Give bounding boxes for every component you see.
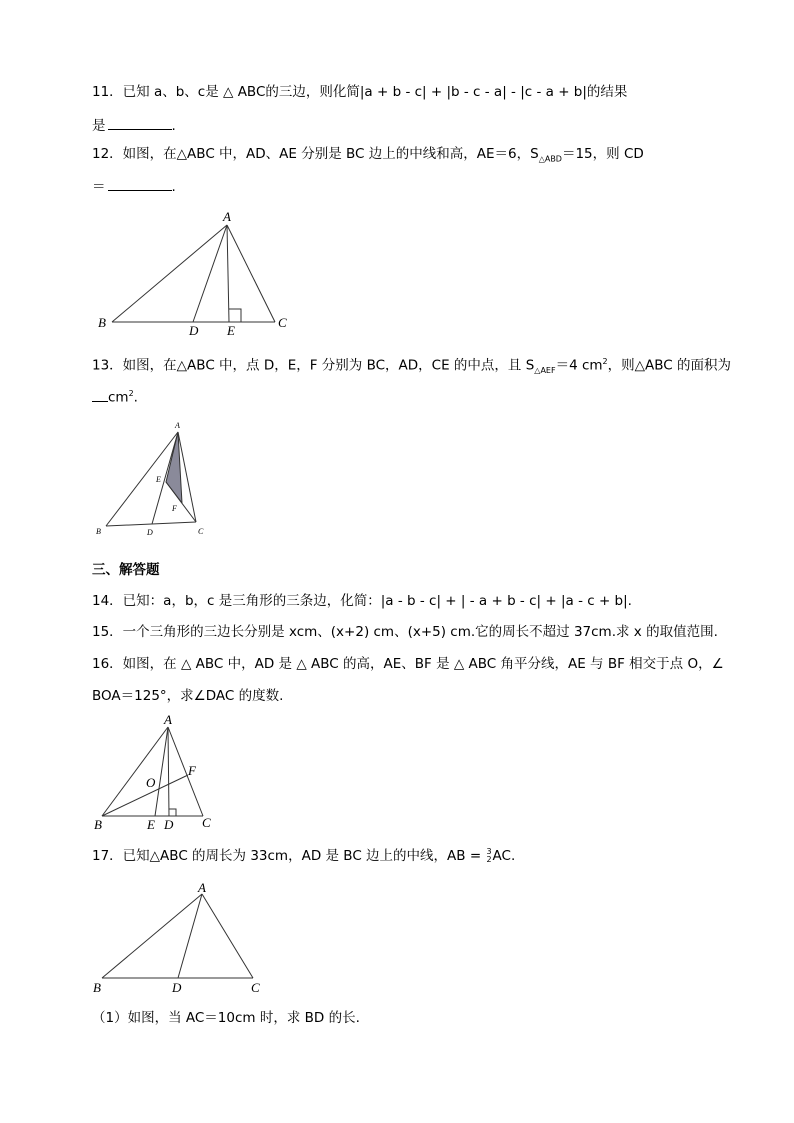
q17-line1-b: AC. [492, 848, 516, 864]
q16-segment-ad [168, 727, 169, 816]
answer-blank [108, 176, 172, 191]
q13-line2-b: . [133, 389, 138, 406]
q13-label-a: A [175, 421, 180, 430]
q15: 15．一个三角形的三边长分别是 xcm、(x+2) cm、(x+5) cm.它的周长不超过 37cm.求 x 的取值范围. [92, 624, 718, 640]
q17-label-b: B [93, 980, 101, 995]
q17-line1 [92, 846, 515, 866]
q13-line2 [92, 384, 138, 408]
q12-line1-sub: △ABD [538, 154, 562, 164]
q16-segment-bf [102, 775, 188, 816]
q16-figure [92, 712, 222, 837]
q17-sub1: （1）如图，当 AC＝10cm 时，求 BD 的长. [92, 1010, 360, 1026]
right-angle-mark [229, 309, 241, 322]
q16-label-f: F [188, 763, 196, 778]
q12-line1-b: ＝15，则 CD [561, 146, 644, 162]
q16-label-e: E [147, 817, 155, 832]
q12-line1-a: 12．如图，在△ABC 中，AD、AE 分别是 BC 边上的中线和高，AE＝6，S [92, 146, 539, 162]
q16-label-a: A [164, 712, 172, 727]
q17-segment-ac [202, 894, 253, 978]
q12-figure [90, 205, 300, 338]
q17-segment-ab [102, 894, 202, 978]
q13-line1 [92, 352, 731, 381]
q13-line1-sub: △AEF [534, 366, 556, 376]
fraction-denominator: 2 [486, 855, 492, 864]
q16-label-b: B [94, 817, 102, 832]
q14: 14．已知：a，b，c 是三角形的三条边，化简：|a - b - c| + | - a + b - c| + |a - c + b|. [92, 593, 632, 609]
q13-label-d: D [147, 528, 153, 537]
q12-line2-prefix: ＝ [92, 179, 106, 195]
q13-label-e: E [156, 475, 161, 484]
q13-segment-bc [106, 522, 196, 526]
q16-segment-ae [155, 727, 168, 816]
q17-label-a: A [198, 880, 206, 895]
q13-line1-c: ，则△ABC 的面积为 [607, 357, 731, 374]
q13-label-f: F [172, 504, 177, 513]
q16-label-o: O [146, 775, 156, 790]
q12-label-a: A [223, 209, 231, 224]
q12-label-c: C [278, 315, 287, 330]
q11-line2-suffix: . [171, 118, 176, 134]
q12-line1 [92, 144, 644, 170]
q12-label-e: E [227, 323, 235, 338]
q12-line2-suffix: . [171, 179, 176, 195]
q13-label-b: B [96, 527, 101, 536]
q13-figure [92, 418, 222, 543]
q13-line1-sup: 2 [602, 357, 608, 366]
q16-segment-ac [168, 727, 203, 816]
q13-line1-b: ＝4 cm [555, 357, 603, 374]
q12-segment-ae [227, 225, 229, 322]
q17-segment-ad [178, 894, 202, 978]
q11-line1: 11．已知 a、b、c是 △ ABC的三边，则化简|a + b - c| + |b - c - a| - |c - a + b|的结果 [92, 84, 628, 100]
q13-line2-sup: 2 [128, 389, 134, 398]
q11-line2-prefix: 是 [92, 118, 106, 134]
q17-label-d: D [172, 980, 182, 995]
q16-segment-ab [102, 727, 168, 816]
q16-label-c: C [202, 815, 211, 830]
answer-blank [108, 115, 172, 130]
q12-line2 [92, 176, 176, 197]
q13-label-c: C [198, 527, 204, 536]
q16-line1: 16．如图，在 △ ABC 中，AD 是 △ ABC 的高，AE、BF 是 △ ABC 角平分线，AE 与 BF 相交于点 O，∠ [92, 656, 724, 672]
fraction-numerator: 3 [486, 847, 492, 856]
q12-label-b: B [98, 315, 106, 330]
right-angle-mark [169, 809, 176, 816]
fraction-three-halves [486, 848, 491, 864]
q13-line1-a: 13．如图，在△ABC 中，点 D，E，F 分别为 BC，AD，CE 的中点，且 S [92, 357, 535, 374]
q12-segment-ac [227, 225, 275, 322]
q17-label-c: C [251, 980, 260, 995]
q16-line2: BOA＝125°，求∠DAC 的度数. [92, 688, 284, 704]
q17-line1-a: 17．已知△ABC 的周长为 33cm，AD 是 BC 边上的中线，AB = [92, 848, 486, 864]
q11-line2 [92, 115, 176, 136]
q16-label-d: D [164, 817, 174, 832]
q12-label-d: D [189, 323, 199, 338]
q17-figure [90, 878, 270, 998]
q13-line2-a: cm [108, 389, 129, 406]
answer-blank [92, 387, 108, 402]
section-heading: 三、解答题 [92, 562, 160, 578]
